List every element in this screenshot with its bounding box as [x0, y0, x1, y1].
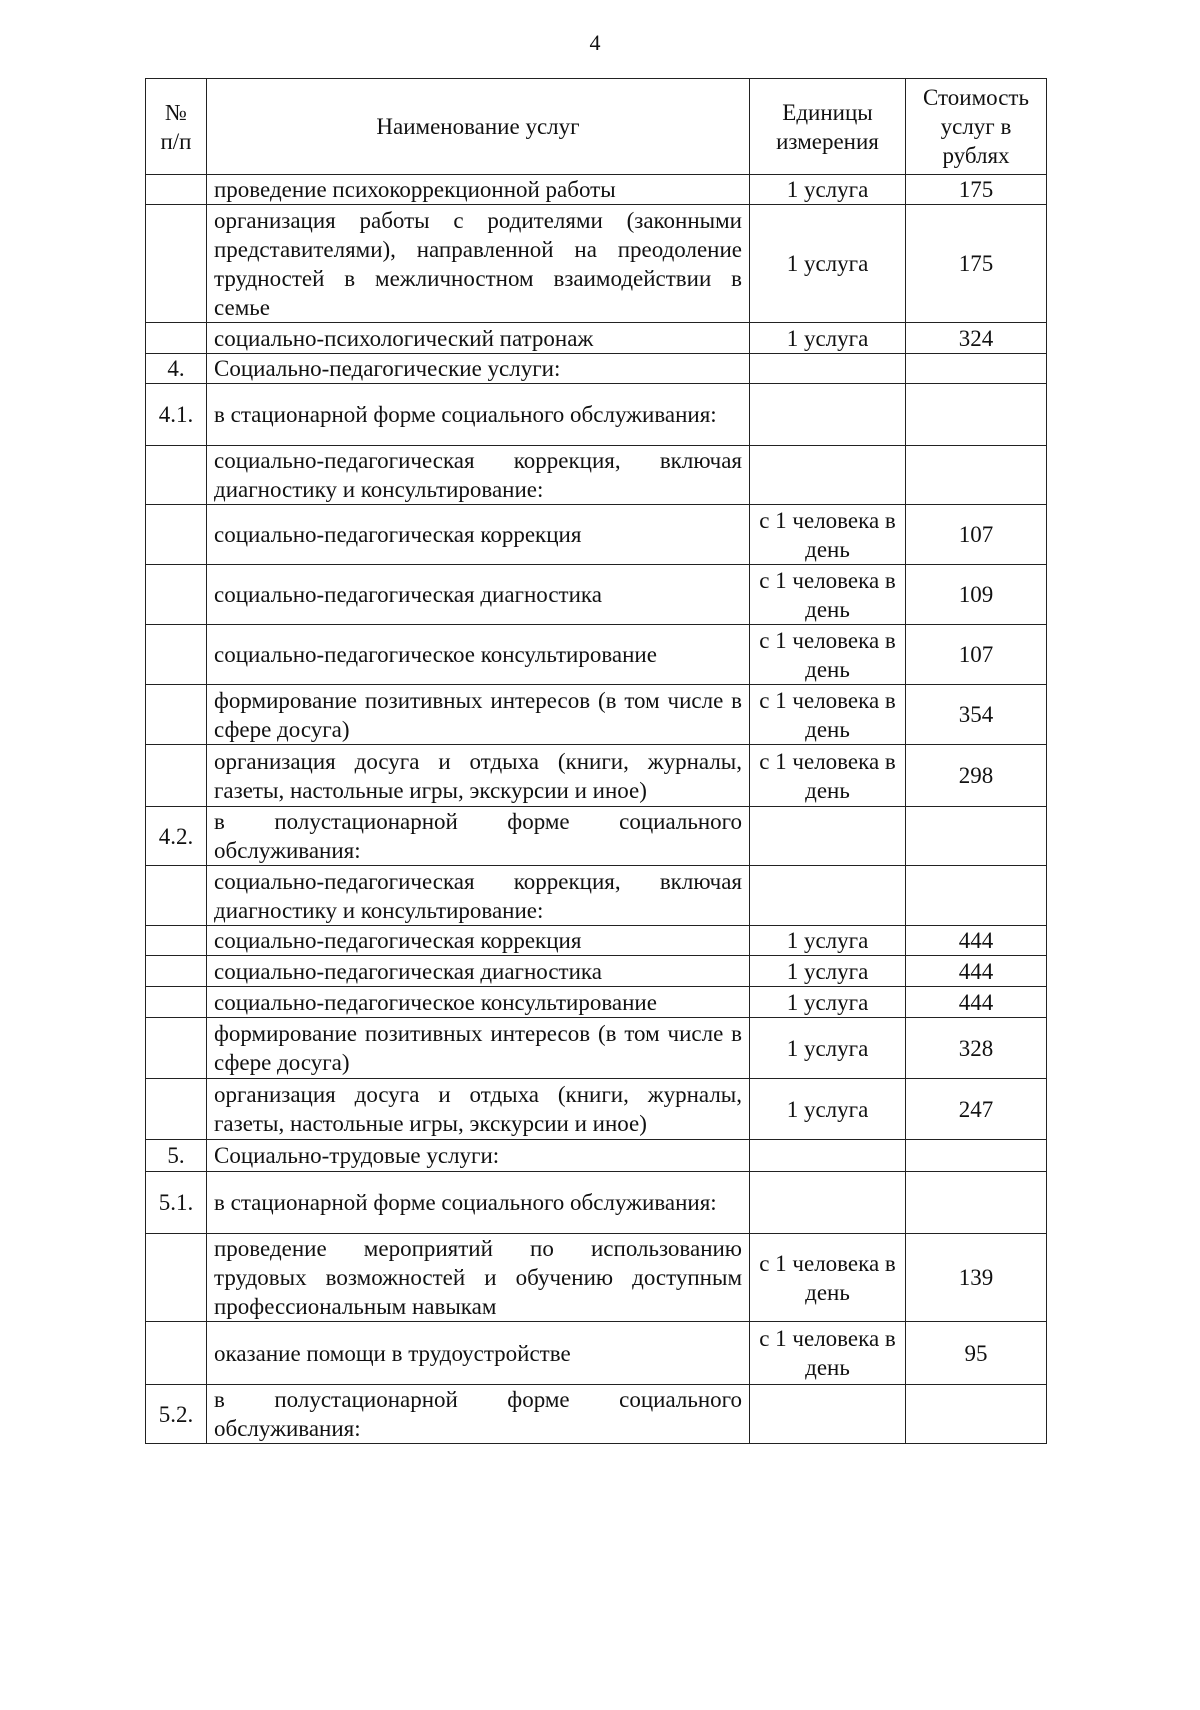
row-number [146, 987, 207, 1018]
service-name: формирование позитивных интересов (в том числе в сфере досуга) [207, 685, 750, 745]
unit-of-measure: с 1 человека в день [750, 745, 906, 807]
service-price: 107 [906, 505, 1047, 565]
service-name: проведение мероприятий по использованию трудовых возможностей и обучению доступным профессиональным навыкам [207, 1234, 750, 1322]
unit-of-measure: с 1 человека в день [750, 685, 906, 745]
table-row [146, 1079, 1047, 1140]
service-name: социально-педагогическая коррекция [207, 926, 750, 956]
service-price: 109 [906, 565, 1047, 625]
table-row [146, 446, 1047, 505]
row-number: 5.2. [146, 1385, 207, 1444]
unit-of-measure [750, 1140, 906, 1172]
service-price: 328 [906, 1018, 1047, 1079]
service-price [906, 807, 1047, 866]
service-price [906, 446, 1047, 505]
service-name: социально-педагогическое консультирование [207, 625, 750, 685]
service-name: проведение психокоррекционной работы [207, 175, 750, 205]
service-price: 444 [906, 987, 1047, 1018]
unit-of-measure: с 1 человека в день [750, 505, 906, 565]
unit-of-measure: 1 услуга [750, 1079, 906, 1140]
header-unit: Единицы измерения [750, 79, 906, 175]
service-price [906, 1172, 1047, 1234]
unit-of-measure: с 1 человека в день [750, 565, 906, 625]
table-row [146, 565, 1047, 625]
unit-of-measure: 1 услуга [750, 1018, 906, 1079]
unit-of-measure: 1 услуга [750, 956, 906, 987]
table-row [146, 987, 1047, 1018]
table-row [146, 354, 1047, 384]
service-name: социально-педагогическая диагностика [207, 956, 750, 987]
service-price [906, 866, 1047, 926]
unit-of-measure: 1 услуга [750, 205, 906, 323]
header-price: Стоимость услуг в рублях [906, 79, 1047, 175]
row-number [146, 685, 207, 745]
service-price: 444 [906, 926, 1047, 956]
service-price: 324 [906, 323, 1047, 354]
service-price: 247 [906, 1079, 1047, 1140]
row-number [146, 866, 207, 926]
table-row [146, 384, 1047, 446]
service-price: 175 [906, 175, 1047, 205]
page-number: 4 [589, 30, 601, 55]
row-number [146, 565, 207, 625]
row-number: 4.1. [146, 384, 207, 446]
row-number [146, 956, 207, 987]
unit-of-measure [750, 1385, 906, 1444]
service-price [906, 354, 1047, 384]
row-number [146, 446, 207, 505]
row-number [146, 205, 207, 323]
unit-of-measure [750, 866, 906, 926]
table-header-row [146, 79, 1047, 175]
service-price: 107 [906, 625, 1047, 685]
row-number [146, 505, 207, 565]
unit-of-measure [750, 354, 906, 384]
row-number [146, 1079, 207, 1140]
row-number: 5.1. [146, 1172, 207, 1234]
service-name: социально-педагогическое консультирование [207, 987, 750, 1018]
table-row [146, 205, 1047, 323]
service-price [906, 384, 1047, 446]
service-price: 139 [906, 1234, 1047, 1322]
table-row [146, 926, 1047, 956]
unit-of-measure: с 1 человека в день [750, 1234, 906, 1322]
service-price: 298 [906, 745, 1047, 807]
service-name: оказание помощи в трудоустройстве [207, 1322, 750, 1385]
row-number [146, 625, 207, 685]
unit-of-measure [750, 807, 906, 866]
service-name: социально-педагогическая коррекция, включая диагностику и консультирование: [207, 866, 750, 926]
table-row [146, 807, 1047, 866]
service-name: в полустационарной форме социального обслуживания: [207, 807, 750, 866]
unit-of-measure: с 1 человека в день [750, 1322, 906, 1385]
service-name: Социально-педагогические услуги: [207, 354, 750, 384]
service-price: 95 [906, 1322, 1047, 1385]
table-row [146, 866, 1047, 926]
header-num: № п/п [146, 79, 207, 175]
service-price [906, 1140, 1047, 1172]
service-name: Социально-трудовые услуги: [207, 1140, 750, 1172]
table-row [146, 1018, 1047, 1079]
row-number [146, 926, 207, 956]
table-row [146, 1234, 1047, 1322]
table-row [146, 625, 1047, 685]
service-price: 354 [906, 685, 1047, 745]
services-price-table [145, 78, 1047, 1444]
table-row [146, 1172, 1047, 1234]
service-name: формирование позитивных интересов (в том числе в сфере досуга) [207, 1018, 750, 1079]
table-row [146, 956, 1047, 987]
row-number [146, 1018, 207, 1079]
row-number [146, 1234, 207, 1322]
table-row [146, 175, 1047, 205]
table-row [146, 505, 1047, 565]
table-row [146, 745, 1047, 807]
table-row [146, 323, 1047, 354]
service-name: в полустационарной форме социального обслуживания: [207, 1385, 750, 1444]
service-name: организация досуга и отдыха (книги, журналы, газеты, настольные игры, экскурсии и иное) [207, 745, 750, 807]
table-row [146, 1140, 1047, 1172]
service-name: социально-педагогическая коррекция [207, 505, 750, 565]
row-number [146, 323, 207, 354]
unit-of-measure: 1 услуга [750, 926, 906, 956]
row-number: 5. [146, 1140, 207, 1172]
unit-of-measure: 1 услуга [750, 987, 906, 1018]
service-name: социально-педагогическая диагностика [207, 565, 750, 625]
unit-of-measure [750, 446, 906, 505]
table-row [146, 1385, 1047, 1444]
service-price [906, 1385, 1047, 1444]
unit-of-measure: с 1 человека в день [750, 625, 906, 685]
unit-of-measure: 1 услуга [750, 175, 906, 205]
service-name: в стационарной форме социального обслуживания: [207, 1172, 750, 1234]
row-number [146, 1322, 207, 1385]
row-number: 4. [146, 354, 207, 384]
row-number [146, 175, 207, 205]
service-name: организация работы с родителями (законными представителями), направленной на преодоление трудностей в межличностном взаимодействии в семье [207, 205, 750, 323]
service-name: социально-психологический патронаж [207, 323, 750, 354]
service-price: 175 [906, 205, 1047, 323]
table-row [146, 1322, 1047, 1385]
header-name: Наименование услуг [207, 79, 750, 175]
service-name: организация досуга и отдыха (книги, журналы, газеты, настольные игры, экскурсии и иное) [207, 1079, 750, 1140]
table-row [146, 685, 1047, 745]
unit-of-measure: 1 услуга [750, 323, 906, 354]
service-name: в стационарной форме социального обслуживания: [207, 384, 750, 446]
row-number [146, 745, 207, 807]
unit-of-measure [750, 1172, 906, 1234]
service-name: социально-педагогическая коррекция, включая диагностику и консультирование: [207, 446, 750, 505]
service-price: 444 [906, 956, 1047, 987]
row-number: 4.2. [146, 807, 207, 866]
table-body [146, 175, 1047, 1444]
unit-of-measure [750, 384, 906, 446]
